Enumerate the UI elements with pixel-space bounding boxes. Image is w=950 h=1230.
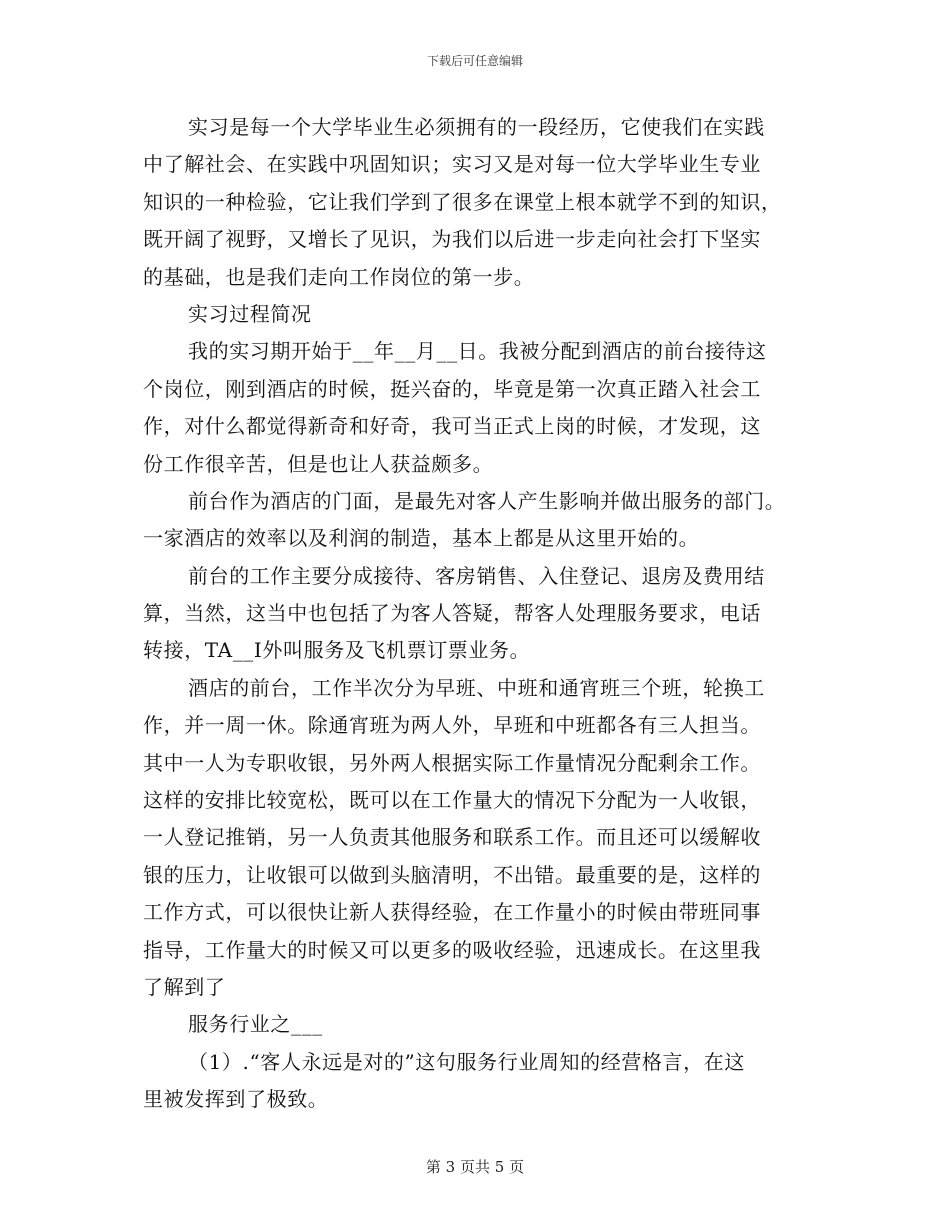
text-line: 这样的安排比较宽松，既可以在工作量大的情况下分配为一人收银，	[143, 788, 761, 813]
text-line: 一家酒店的效率以及利润的制造，基本上都是从这里开始的。	[143, 526, 700, 551]
text-line: 工作方式，可以很快让新人获得经验，在工作量小的时候由带班同事	[143, 900, 761, 925]
text-line: 中了解社会、在实践中巩固知识；实习又是对每一位大学毕业生专业	[143, 152, 761, 177]
text-line: 作，并一周一休。除通宵班为两人外，早班和中班都各有三人担当。	[143, 713, 761, 738]
page-header: 下载后可任意编辑	[426, 54, 523, 68]
text-line: 指导，工作量大的时候又可以更多的吸收经验，迅速成长。在这里我	[143, 937, 761, 962]
text-line: （1）.“客人永远是对的”这句服务行业周知的经营格言，在这	[188, 1049, 745, 1074]
text-line: 算，当然，这当中也包括了为客人答疑，帮客人处理服务要求，电话	[143, 601, 761, 626]
text-line: 里被发挥到了极致。	[143, 1087, 329, 1112]
text-line: 的基础，也是我们走向工作岗位的第一步。	[143, 264, 535, 289]
text-line: 转接，TA__I外叫服务及飞机票订票业务。	[143, 638, 531, 663]
text-line: 知识的一种检验，它让我们学到了很多在课堂上根本就学不到的知识，	[143, 189, 782, 214]
text-line: 实习过程简况	[188, 301, 312, 326]
text-line: 酒店的前台，工作半次分为早班、中班和通宵班三个班，轮换工	[188, 675, 765, 700]
text-line: 作，对什么都觉得新奇和好奇，我可当正式上岗的时候，才发现，这	[143, 414, 761, 439]
text-line: 了解到了	[143, 974, 226, 999]
text-line: 前台作为酒店的门面，是最先对客人产生影响并做出服务的部门。	[188, 488, 786, 513]
document-body	[143, 109, 808, 1119]
page-number-footer: 第 3 页共 5 页	[425, 1158, 525, 1176]
text-line: 份工作很辛苦，但是也让人获益颇多。	[143, 451, 494, 476]
text-line: 前台的工作主要分成接待、客房销售、入住登记、退房及费用结	[188, 563, 765, 588]
text-line: 一人登记推销，另一人负责其他服务和联系工作。而且还可以缓解收	[143, 825, 761, 850]
text-line: 服务行业之___	[188, 1012, 323, 1037]
text-line: 实习是每一个大学毕业生必须拥有的一段经历，它使我们在实践	[188, 115, 765, 139]
text-line: 我的实习期开始于__年__月__日。我被分配到酒店的前台接待这	[188, 339, 767, 364]
text-line: 个岗位，刚到酒店的时候，挺兴奋的，毕竟是第一次真正踏入社会工	[143, 376, 761, 401]
text-line: 既开阔了视野，又增长了见识，为我们以后进一步走向社会打下坚实	[143, 227, 761, 252]
text-line: 其中一人为专职收银，另外两人根据实际工作量情况分配剩余工作。	[143, 750, 761, 775]
text-line: 银的压力，让收银可以做到头脑清明，不出错。最重要的是，这样的	[143, 862, 761, 887]
